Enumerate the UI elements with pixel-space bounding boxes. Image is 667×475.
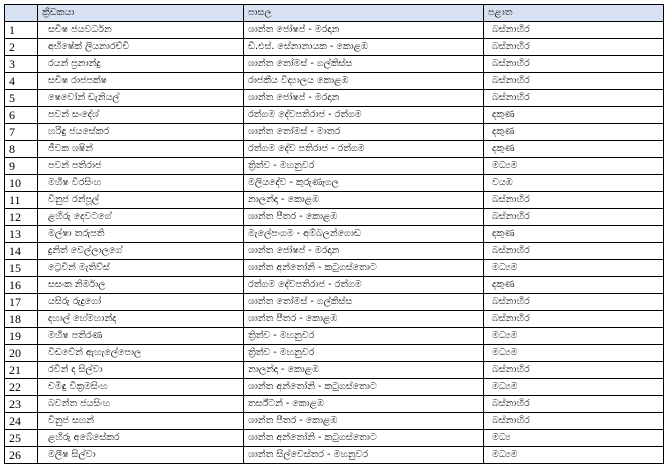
row-number: 13	[5, 226, 38, 243]
row-number: 1	[5, 22, 38, 39]
row-number: 14	[5, 243, 38, 260]
table-header-row	[5, 5, 664, 22]
row-number: 26	[5, 447, 38, 464]
players-table-container	[4, 4, 664, 464]
school-name: ත්‍රිත්ව - මහනුවර	[244, 345, 484, 362]
table-row	[5, 328, 664, 345]
row-number: 11	[5, 192, 38, 209]
player-name: අභිෂේක් ලියනාරච්චි	[38, 39, 244, 56]
row-number: 17	[5, 294, 38, 311]
province-name: මධ්‍යම	[484, 379, 664, 396]
school-name: ශාන්ත තෝමස් - ගල්කිස්ස	[244, 294, 484, 311]
school-name: රත්ගම දේවපතිරාජ - රත්ගම	[244, 107, 484, 124]
player-name: ෂෙවෝන් ඩැනියල්	[38, 90, 244, 107]
school-name: මැලේපංගම - අම්බලන්ගොඩ	[244, 226, 484, 243]
row-number: 16	[5, 277, 38, 294]
province-name: දකුණ	[484, 107, 664, 124]
row-number: 8	[5, 141, 38, 158]
school-name: ත්‍රිත්ව - මහනුවර	[244, 328, 484, 345]
player-name: විනුජ රන්පූල්	[38, 192, 244, 209]
province-name: බස්නාහිර	[484, 22, 664, 39]
table-row	[5, 22, 664, 39]
school-name: ශාන්ත ජෝෂප් - මරදාන	[244, 90, 484, 107]
table-row	[5, 56, 664, 73]
province-name: දකුණ	[484, 124, 664, 141]
table-row	[5, 260, 664, 277]
province-name: බස්නාහිර	[484, 311, 664, 328]
player-name: පවන් සංදේශ්	[38, 107, 244, 124]
school-name: ශාන්ත තෝමස් - මාතර	[244, 124, 484, 141]
province-name: බස්නාහිර	[484, 413, 664, 430]
table-row	[5, 107, 664, 124]
school-name: ශාන්ත පීතර - කොළඹ	[244, 413, 484, 430]
province-name: දකුණ	[484, 141, 664, 158]
school-name: ශාන්ත අන්තෝනි - කටුගස්තොට	[244, 260, 484, 277]
player-name: විනුජ සහන්	[38, 413, 244, 430]
player-name: සචිෂ ජයවර්ධන	[38, 22, 244, 39]
header-school: පාසල	[244, 5, 484, 22]
row-number: 2	[5, 39, 38, 56]
school-name: නාලන්දා - කොළඹ	[244, 362, 484, 379]
player-name: රවීන් ද සිල්වා	[38, 362, 244, 379]
table-row	[5, 192, 664, 209]
table-body	[5, 22, 664, 464]
row-number: 15	[5, 260, 38, 277]
table-row	[5, 430, 664, 447]
school-name: රත්ගම දේවපතිරාජ - රත්ගම	[244, 277, 484, 294]
table-row	[5, 243, 664, 260]
row-number: 25	[5, 430, 38, 447]
row-number: 23	[5, 396, 38, 413]
table-row	[5, 396, 664, 413]
row-number: 3	[5, 56, 38, 73]
player-name: සචිෂ රාජපක්ෂ	[38, 73, 244, 90]
row-number: 7	[5, 124, 38, 141]
school-name: නාලන්දා - කොළඹ	[244, 192, 484, 209]
table-row	[5, 345, 664, 362]
player-name: දුනිත් වෙල්ලාලගේ	[38, 243, 244, 260]
player-name: ළහිරු දෙවටගේ	[38, 209, 244, 226]
school-name: ශාන්ත පීතර - කොළඹ	[244, 311, 484, 328]
province-name: මධ්‍යම	[484, 158, 664, 175]
school-name: රත්ගම දේව පතිරාජ - රත්ගම	[244, 141, 484, 158]
province-name: මධ්‍ය	[484, 430, 664, 447]
player-name: බවන්ත ජයසිංහ	[38, 396, 244, 413]
header-player: ක්‍රීඩකයා	[38, 5, 244, 22]
player-name: මලීෂ සිල්වා	[38, 447, 244, 464]
row-number: 9	[5, 158, 38, 175]
province-name: බස්නාහිර	[484, 56, 664, 73]
table-row	[5, 39, 664, 56]
province-name: බස්නාහිර	[484, 396, 664, 413]
player-name: මල්ෂා තරුපති	[38, 226, 244, 243]
school-name: ත්‍රිත්ව - මහනුවර	[244, 158, 484, 175]
table-row	[5, 379, 664, 396]
table-row	[5, 90, 664, 107]
row-number: 21	[5, 362, 38, 379]
table-row	[5, 141, 664, 158]
row-number: 22	[5, 379, 38, 396]
school-name: මලියදේව - කුරුණෑගල	[244, 175, 484, 192]
header-province: පළාත	[484, 5, 664, 22]
player-name: සසංක නිර්මාල	[38, 277, 244, 294]
school-name: රාජකීය විද්‍යාලය කොළඹ	[244, 73, 484, 90]
table-row	[5, 158, 664, 175]
table-row	[5, 413, 664, 430]
province-name: දකුණ	[484, 277, 664, 294]
row-number: 6	[5, 107, 38, 124]
table-row	[5, 294, 664, 311]
player-name: ළහිරු අබේසේකර	[38, 430, 244, 447]
school-name: ශාන්ත ජෝෂප් - මරදාන	[244, 243, 484, 260]
player-name: මහීෂ පතිරණ	[38, 328, 244, 345]
province-name: මධ්‍යම	[484, 260, 664, 277]
province-name: බස්නාහිර	[484, 362, 664, 379]
row-number: 20	[5, 345, 38, 362]
player-name: චමිඳු වික්‍රමසිංහ	[38, 379, 244, 396]
province-name: මධ්‍යම	[484, 447, 664, 464]
row-number: 19	[5, 328, 38, 345]
table-row	[5, 175, 664, 192]
province-name: බස්නාහිර	[484, 294, 664, 311]
school-name: ශාන්ත ජෝෂප් - මරදාන	[244, 22, 484, 39]
player-name: ජීවක ශෂින්	[38, 141, 244, 158]
table-row	[5, 311, 664, 328]
player-name: හරිඳු ජයසේකර	[38, 124, 244, 141]
player-name: මහීෂ විරසිංහ	[38, 175, 244, 192]
province-name: බස්නාහිර	[484, 243, 664, 260]
header-number	[5, 5, 38, 22]
table-row	[5, 124, 664, 141]
school-name: ශාන්ත අන්තෝනි - කටුගස්තොට	[244, 430, 484, 447]
player-name: යසිරු රුදුගෝ	[38, 294, 244, 311]
player-name: දහාල් හේමහාන්ද	[38, 311, 244, 328]
player-name: ට්‍රෙවීන් මැතිව්ස්	[38, 260, 244, 277]
province-name: දකුණ	[484, 226, 664, 243]
table-row	[5, 362, 664, 379]
row-number: 24	[5, 413, 38, 430]
province-name: මධ්‍යම	[484, 345, 664, 362]
province-name: බස්නාහිර	[484, 39, 664, 56]
row-number: 12	[5, 209, 38, 226]
player-name: විඩවේන් ඇහැලේපොල	[38, 345, 244, 362]
table-row	[5, 447, 664, 464]
province-name: වයඹ	[484, 175, 664, 192]
province-name: බස්නාහිර	[484, 90, 664, 107]
player-name: පවන් පතිරාජ	[38, 158, 244, 175]
school-name: ශාන්ත පීතර - කොළඹ	[244, 209, 484, 226]
table-row	[5, 73, 664, 90]
row-number: 4	[5, 73, 38, 90]
row-number: 5	[5, 90, 38, 107]
table-row	[5, 209, 664, 226]
table-row	[5, 226, 664, 243]
province-name: මධ්‍යම	[484, 328, 664, 345]
school-name: ශාන්ත තෝමස් - ගල්කිස්ස	[244, 56, 484, 73]
school-name: තර්ස්ටන් - කොළඹ	[244, 396, 484, 413]
school-name: ශාන්ත අන්තෝනි - කටුගස්තොට	[244, 379, 484, 396]
row-number: 10	[5, 175, 38, 192]
table-row	[5, 277, 664, 294]
province-name: බස්නාහිර	[484, 209, 664, 226]
school-name: ශාන්ත සිල්වෙස්තර - මහනුවර	[244, 447, 484, 464]
province-name: බස්නාහිර	[484, 192, 664, 209]
row-number: 18	[5, 311, 38, 328]
province-name: බස්නාහිර	[484, 73, 664, 90]
player-name: රයන් ප්‍රනාන්දු	[38, 56, 244, 73]
school-name: ඩී.එස්. සේනානායක - කොළඹ	[244, 39, 484, 56]
players-table	[4, 4, 664, 464]
